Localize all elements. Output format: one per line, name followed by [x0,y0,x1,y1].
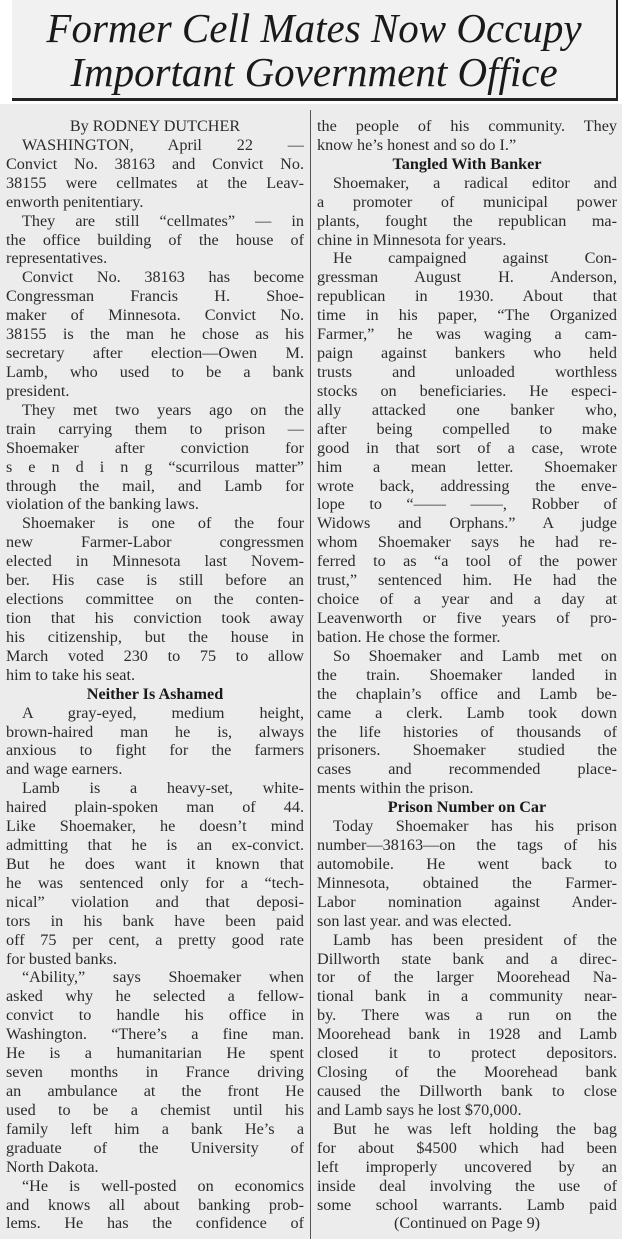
text-line: Farmer,” he was waging a cam- [317,325,617,344]
text-line: Convict No. 38163 and Convict No. [6,154,304,173]
text-line: gressman August H. Anderson, [317,268,617,287]
text-line: left improperly uncovered by an [317,1157,617,1176]
text-line: inside deal involving the use of [317,1176,617,1195]
text-line: Washington. “There’s a fine man. [6,1025,304,1044]
text-line: trust,” sentenced him. He had the [317,571,617,590]
text-line: tors in his bank have been paid [6,911,304,930]
text-line: by. There was a run on the [317,1006,617,1025]
section-heading: Neither Is Ashamed [86,684,224,703]
text-line: Labor nomination against Ander- [317,892,617,911]
text-line: asked why he selected a fellow- [6,987,304,1006]
text-line: him a mean letter. Shoemaker [317,457,617,476]
text-line: Moorehead bank in 1928 and Lamb [317,1025,617,1044]
text-line: So Shoemaker and Lamb met on [333,646,617,665]
text-line: trusts and unloaded worthless [317,362,617,381]
text-line: Lamb has been president of the [333,930,617,949]
text-line: chine in Minnesota for years. [317,230,507,249]
text-line: tional bank in a community near- [317,987,617,1006]
text-line: good in that sort of a case, wrote [317,438,617,457]
text-line: He campaigned against Con- [333,249,617,268]
text-line: a promoter of municipal power [317,192,617,211]
text-line: ally attacked one banker who, [317,400,617,419]
text-line: But he was left holding the bag [333,1119,617,1138]
text-line: They are still “cellmates” — in [22,211,304,230]
text-line: Lamb is a heavy-set, white- [22,779,304,798]
text-line: tion that his conviction took away [6,608,304,627]
text-line: new Farmer-Labor congressmen [6,533,304,552]
text-line: his citizenship, but the house in [6,627,304,646]
text-line: secretary after election—Owen M. [6,344,304,363]
text-line: ments within the prison. [317,779,474,798]
column-divider [310,110,311,1239]
text-line: stocks on beneficiaries. He especi- [317,381,617,400]
text-line: the office building of the house of [6,230,304,249]
text-line: know he’s honest and so do I.” [317,135,517,154]
text-line: graduate of the University of [6,1138,304,1157]
headline-line-2: Important Government Office [70,49,558,95]
text-line: WASHINGTON, April 22 — [22,135,304,154]
text-line: haired plain-spoken man of 44. [6,798,304,817]
text-line: bation. He chose the former. [317,627,501,646]
text-line: wrote back, addressing the enve- [317,476,617,495]
text-line: after being compelled to make [317,419,617,438]
text-line: 38155 is the man he chose as his [6,325,304,344]
text-line: Congressman Francis H. Shoe- [6,287,304,306]
text-line: Widows and Orphans.” A judge [317,514,617,533]
text-line: automobile. He went back to [317,854,617,873]
text-line: But he does want it known that [6,854,304,873]
text-line: He is a humanitarian He spent [6,1044,304,1063]
headline-line-1: Former Cell Mates Now Occupy [46,5,582,51]
text-line: for busted banks. [6,949,118,968]
text-line: and wage earners. [6,760,123,779]
text-line: him to take his seat. [6,665,136,684]
text-line: prisoners. Shoemaker studied the [317,741,617,760]
text-line: the people of his community. They [317,117,617,135]
text-line: Shoemaker is one of the four [22,514,304,533]
text-line: Shoemaker after conviction for [6,438,304,457]
text-line: Like Shoemaker, he doesn’t mind [6,817,304,836]
text-line: republican in 1930. About that [317,287,617,306]
text-line: Shoemaker, a radical editor and [333,173,617,192]
section-heading: Prison Number on Car [387,798,547,817]
text-line: and Lamb says he lost $70,000. [317,1100,522,1119]
text-line: number—38163—on the tags of his [317,836,617,855]
text-line: 38155 were cellmates at the Leav- [6,173,304,192]
text-line: the train. Shoemaker landed in [317,665,617,684]
text-line: Convict No. 38163 has become [22,268,304,287]
text-line: enworth penitentiary. [6,192,144,211]
text-line: convict to handle his office in [6,1006,304,1025]
text-line: president. [6,381,70,400]
text-line: the life histories of thousands of [317,722,617,741]
text-line: Dillworth state bank and a direc- [317,949,617,968]
text-line: an ambulance at the front He [6,1082,304,1101]
text-line: North Dakota. [6,1157,99,1176]
text-line: tor of the larger Moorehead Na- [317,968,617,987]
text-line: came a clerk. Lamb took down [317,703,617,722]
text-line: caused the Dillworth bank to close [317,1082,617,1101]
text-line: family left him a bank He’s a [6,1119,304,1138]
text-line: They met two years ago on the [22,400,304,419]
text-line: A gray-eyed, medium height, [22,703,304,722]
text-line: plants, fought the republican ma- [317,211,617,230]
text-line: Minnesota, obtained the Farmer- [317,873,617,892]
text-line: for about $4500 which had been [317,1138,617,1157]
text-line: lope to “—— ——, Robber of [317,495,617,514]
continuation-note: (Continued on Page 9) [393,1214,541,1233]
text-line: brown-haired man he is, always [6,722,304,741]
text-line: he was sentenced only for a “tech- [6,873,304,892]
text-line: son last year. and was elected. [317,911,512,930]
text-line: maker of Minnesota. Convict No. [6,306,304,325]
text-line: used to be a chemist until his [6,1100,304,1119]
text-line: representatives. [6,249,108,268]
text-line: Leavenworth or five years of pro- [317,608,617,627]
text-line: paign against bankers who held [317,344,617,363]
text-line: some school warrants. Lamb paid [317,1195,617,1214]
text-line: ferred to as “a tool of the power [317,552,617,571]
text-line: Today Shoemaker has his prison [333,817,617,836]
text-line: anxious to fight for the farmers [6,741,304,760]
text-line: through the mail, and Lamb for [6,476,304,495]
text-line: violation of the banking laws. [6,495,199,514]
text-line: Lamb, who used to be a bank [6,362,304,381]
text-line: “Ability,” says Shoemaker when [22,968,304,987]
text-line: lems. He has the confidence of [6,1214,304,1233]
text-line: choice of a year and a day at [317,590,617,609]
text-line: elected in Minnesota last Novem- [6,552,304,571]
headline-box [12,0,618,101]
text-line: time in his paper, “The Organized [317,306,617,325]
text-line: whom Shoemaker says he had re- [317,533,617,552]
byline: By RODNEY DUTCHER [69,117,241,135]
text-line: seven months in France driving [6,1063,304,1082]
text-line: cases and recommended place- [317,760,617,779]
article-column-left [6,117,304,1233]
text-line: train carrying them to prison — [6,419,304,438]
text-line: nical” violation and that deposi- [6,892,304,911]
text-line: March voted 230 to 75 to allow [6,646,304,665]
text-line: closed it to protect depositors. [317,1044,617,1063]
section-heading: Tangled With Banker [392,154,542,173]
article-column-right [317,117,617,1233]
text-line: ber. His case is still before an [6,571,304,590]
text-line: “He is well-posted on economics [22,1176,304,1195]
text-line: Closing of the Moorehead bank [317,1063,617,1082]
text-line: elections committee on the conten- [6,590,304,609]
text-line: the chaplain’s office and Lamb be- [317,684,617,703]
text-line: admitting that he is an ex-convict. [6,836,304,855]
text-line: s e n d i n g “scurrilous matter” [6,457,304,476]
text-line: and knows all about banking prob- [6,1195,304,1214]
text-line: off 75 per cent, a pretty good rate [6,930,304,949]
